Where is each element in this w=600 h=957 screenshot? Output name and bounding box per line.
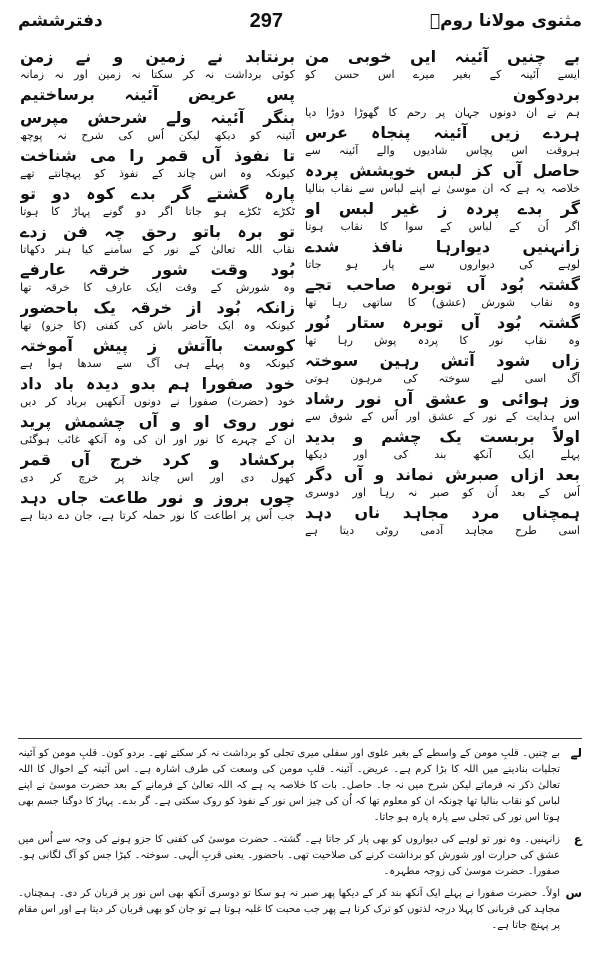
verse-block [20, 335, 295, 371]
section-title: دفترششم [18, 11, 103, 31]
urdu-translation: کیونکہ وہ پہلے ہی آگ سے سدھا ہوا ہے [20, 357, 295, 370]
book-title: مثنوی مولانا رومؒ [429, 11, 582, 31]
persian-verse: ہمچناں مرد مجاہد ناں دہد [305, 503, 580, 522]
verse-block [305, 388, 580, 424]
urdu-translation: ہم نے ان دونوں جہان پر رحم کا گھوڑا دوڑا دیا [305, 106, 580, 119]
persian-verse: کوست باآتش ز پیش آموختہ [20, 336, 295, 355]
persian-verse: پس عریض آئینہ برساختیم [20, 85, 295, 104]
verse-block [20, 46, 295, 82]
persian-verse: اولاً بربست یک چشم و بدید [305, 427, 580, 446]
persian-verse: گشتہ بُود آں توبرہ ستار نُور [305, 313, 580, 332]
persian-verse: بردوکون [512, 85, 580, 104]
verse-block [20, 84, 295, 105]
persian-verse: چوں بروز و نور طاعت جاں دہد [20, 488, 295, 507]
verse-block [305, 122, 580, 158]
verse-columns [20, 46, 580, 726]
verse-block [305, 236, 580, 272]
urdu-translation: جب اُس پر اطاعت کا نور حملہ کرتا ہے، جان دے دیتا ہے [20, 509, 295, 522]
persian-verse: وز ہوائی و عشق آں نور رشاد [305, 389, 580, 408]
urdu-translation: اس ہدایت کے نور کے عشق اور اُس کے شوق سے [305, 410, 580, 423]
urdu-translation: کیونکہ وہ ایک حاضر باش کی کفنی (کا جزو) تھا [20, 319, 295, 332]
verse-block [20, 487, 295, 523]
urdu-translation: اسی طرح مجاہد آدمی روٹی دیتا ہے [305, 524, 580, 537]
footnote-number: س [565, 886, 582, 900]
verse-block [20, 107, 295, 143]
footnote-number: لے [570, 746, 582, 760]
urdu-translation: خلاصہ یہ ہے کہ ان موسیٰ نے اپنے لباس سے نقاب بنالیا [305, 182, 580, 195]
persian-verse: زاں شود آتش رہین سوختہ [305, 351, 580, 370]
persian-verse: بعد ازاں صبرش نماند و آں دگر [305, 465, 580, 484]
urdu-translation: ان کے چہرے کا نور اور ان کی وہ آنکھ غائب ہوگئی [20, 433, 295, 446]
page-number: 297 [249, 9, 283, 32]
verse-block [20, 411, 295, 447]
persian-verse: نور روی او و آں چشمش پرید [20, 412, 295, 431]
persian-verse: زانکہ بُود از خرقہ یک باحضور [20, 298, 295, 317]
right-column [305, 46, 580, 726]
urdu-translation: اُس کے بعد اُن کو صبر نہ رہا اور دوسری [305, 486, 580, 499]
persian-verse: زانہنیں دیوارہا نافذ شدے [305, 237, 580, 256]
footnote-number: ع [573, 832, 582, 846]
verse-block [20, 449, 295, 485]
persian-verse: تو برہ باتو رحق چہ فن زدے [20, 222, 295, 241]
verse-block [20, 221, 295, 257]
verse-block [305, 198, 580, 234]
footnote [18, 832, 582, 880]
urdu-translation: ٹکڑے ٹکڑے ہو جاتا اگر دو گونے پہاڑ کا ہوتا [20, 205, 295, 218]
persian-verse: برنتابد نے زمین و نے زمن [20, 47, 295, 66]
persian-verse: تا نفوذ آں قمر را می شناخت [20, 146, 295, 165]
persian-verse: بُود وقت شور خرقہ عارفے [20, 260, 295, 279]
persian-verse: بنگر آئینہ ولے شرحش مپرس [20, 108, 295, 127]
urdu-translation: آئینہ کو دیکھ لیکن اُس کی شرح نہ پوچھ [20, 129, 295, 142]
left-column [20, 46, 295, 726]
urdu-translation: نقاب اللہ تعالیٰ کے نور کے سامنے کیا ہنر دکھاتا [20, 243, 295, 256]
verse-block [305, 426, 580, 462]
urdu-translation: اگر اُن کے لباس کے سوا کا نقاب ہوتا [305, 220, 580, 233]
footnote-text: بے چنیں۔ قلبِ مومن کے واسطے کے بغیر علوی اور سفلی میری تجلی کو برداشت نہ کر سکتے تھے۔ بردو کون۔ قلبِ مومن کو آئینہ تجلیات بنادینے میں اللہ کا بڑا کرم ہے۔ عریض۔ آئینہ۔ قلبِ مومن کی وسعت کی طرف اشارہ ہے۔ اس آئینہ کے احوال کا اللہ تعالیٰ ذکر نہ فرماتے لیکن شرح میں نہ جا۔ حاصل۔ بات کا خلاصہ یہ ہے کہ اللہ تعالیٰ کے فرمانے کے بعد حضرت موسیٰ نے اپنے لباس کو نقاب بنالیا تھا چونکہ ان کو معلوم تھا کہ اُن کی چیز اس نور کے نفوذ کو روک سکتی ہے۔ گر بدے۔ پہاڑ کا دوگنا جسم بھی ہوتا اس نور کی تجلی سے پارہ پارہ ہو جاتا۔ [18, 748, 560, 823]
verse-block [20, 259, 295, 295]
urdu-translation: کوئی برداشت نہ کر سکتا نہ زمین اور نہ زمانہ [20, 68, 295, 81]
urdu-translation: ایسے آئینہ کے بغیر میرے اس حسن کو [305, 68, 580, 81]
verse-block [305, 84, 580, 120]
footnote [18, 746, 582, 826]
persian-verse: ہردے زیں آئینہ پنجاہ عرس [305, 123, 580, 142]
footnote-text: اولاً۔ حضرت صفورا نے پہلے ایک آنکھ بند کر کے دیکھا پھر صبر نہ ہو سکا تو دوسری آنکھ بھی اس نور پر قربان کر دی۔ ہمچناں۔ مجاہد کی قربانی کا پہلا درجہ لذتوں کو ترک کرنا ہے پھر جب محبت کا غلبہ ہوتا ہے تو جان کو بھی قربان کر دیتا ہے اور اس مقام پر پہنچ جاتا ہے۔ [18, 888, 560, 931]
urdu-translation: کیونکہ وہ اس چاند کے نفوذ کو پہچانتے تھے [20, 167, 295, 180]
persian-verse: خود صفورا ہم بدو دیدہ باد داد [20, 374, 295, 393]
verse-block [20, 145, 295, 181]
verse-block [305, 312, 580, 348]
footnote-text: زانہنیں۔ وہ نور تو لوہے کی دیواروں کو بھی پار کر جاتا ہے۔ گشتہ۔ حضرت موسیٰ کی کفنی کا جزو ہونے کی وجہ سے اُس میں عشق کی حرارت اور شورش کو برداشت کرنے کی صلاحیت تھی۔ باحضور۔ یعنی قربِ الٰہی۔ سوختہ۔ کپڑا جس کو آگ لگانی ہو۔ صفورا۔ حضرت موسیٰ کی زوجہ مطہرہ۔ [18, 834, 560, 877]
footnote [18, 886, 582, 934]
urdu-translation: وہ نقاب نور کا پردہ پوش رہا تھا [305, 334, 580, 347]
verse-block [305, 274, 580, 310]
urdu-translation: خود (حضرت) صفورا نے دونوں آنکھیں برباد کر دیں [20, 395, 295, 408]
footnote-divider [18, 738, 582, 739]
page-header [18, 6, 582, 36]
urdu-translation: ہروقت اس پچاس شادیوں والے آئینہ سے [305, 144, 580, 157]
verse-block [305, 160, 580, 196]
persian-verse: برکشاد و کرد خرج آں قمر [20, 450, 295, 469]
verse-block [305, 46, 580, 82]
urdu-translation: وہ نقاب شورش (عشق) کا ساتھی رہا تھا [305, 296, 580, 309]
persian-verse: بے چنیں آئینہ ایں خوبی من [305, 47, 580, 66]
urdu-translation: پہلے ایک آنکھ بند کی اور دیکھا [305, 448, 580, 461]
urdu-translation: آگ اسی لیے سوختہ کی مرہون ہوتی [305, 372, 580, 385]
persian-verse: گشتہ بُود آں توبرہ صاحب تجے [305, 275, 580, 294]
persian-verse: گر بدے پردہ ز غیر لبس او [305, 199, 580, 218]
verse-block [305, 502, 580, 538]
verse-block [20, 297, 295, 333]
persian-verse: حاصل آں کز لبس خویشش پردہ [305, 161, 580, 180]
urdu-translation: لوہے کی دیواروں سے پار ہو جاتا [305, 258, 580, 271]
urdu-translation: وہ شورش کے وقت ایک عارف کا خرقہ تھا [20, 281, 295, 294]
urdu-translation: کھول دی اور اس چاند پر خرچ کر دی [20, 471, 295, 484]
verse-block [305, 350, 580, 386]
verse-block [20, 373, 295, 409]
footnotes [18, 746, 582, 940]
verse-block [20, 183, 295, 219]
persian-verse: پارہ گشتے گر بدے کوہ دو تو [20, 184, 295, 203]
verse-block [305, 464, 580, 500]
